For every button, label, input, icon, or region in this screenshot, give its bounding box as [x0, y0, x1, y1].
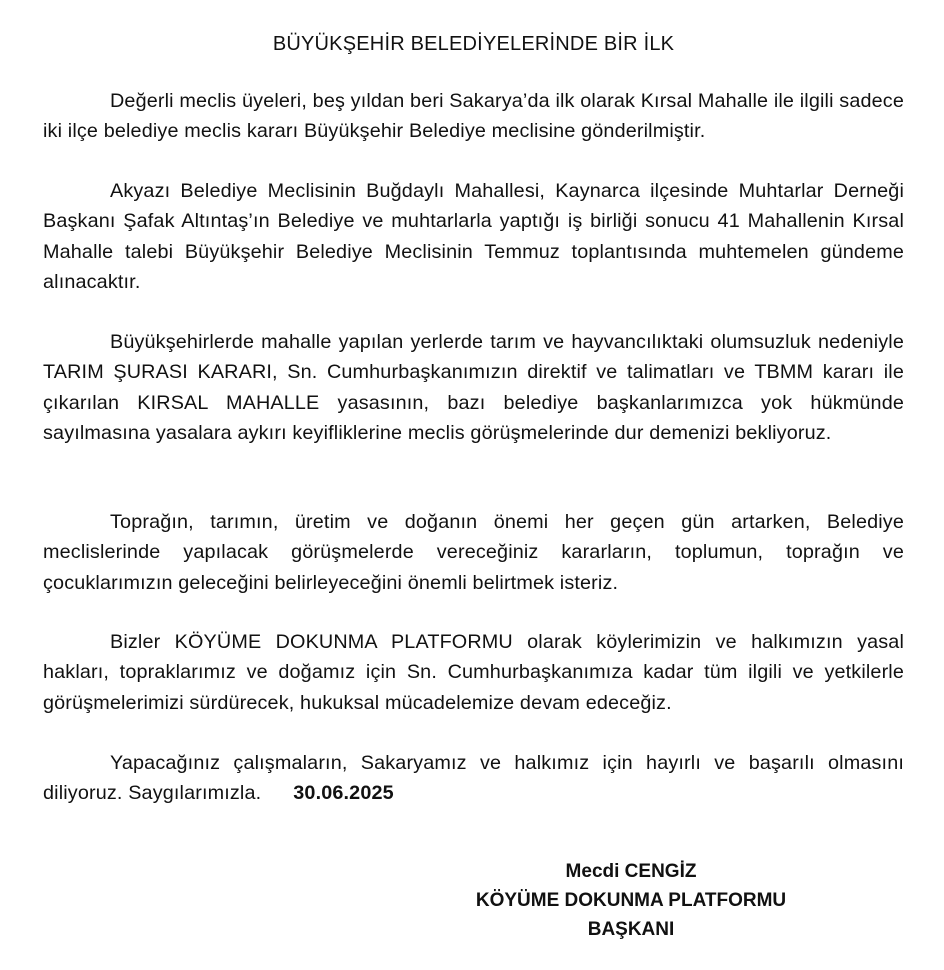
signatory-name: Mecdi CENGİZ — [565, 861, 697, 882]
paragraph-3: Büyükşehirlerde mahalle yapılan yerlerde tarım ve hayvancılıktaki olumsuzluk nedeniyle TARIM ŞURASI KARARI, Sn. Cumhurbaşkanımızın direktif ve talimatları ve TBMM kararı ile çıkarılan KIRSAL MAHALLE yasasının, bazı belediye başkanlarımızca yok hükmünde sayılmasına yasalara aykırı keyifliklerine meclis görüşmelerinde dur demenizi bekliyoruz. — [43, 331, 904, 445]
paragraph-5: Bizler KÖYÜME DOKUNMA PLATFORMU olarak köylerimizin ve halkımızın yasal hakları, topraklarımız ve doğamız için Sn. Cumhurbaşkanımıza kadar tüm ilgili ve yetkilerle görüşmelerimizi sürdürecek, hukuksal mücadelemize devam edeceğiz. — [43, 631, 904, 714]
closing-text: Yapacağınız çalışmaların, Sakaryamız ve halkımız için hayırlı ve başarılı olmasını diliyoruz. Saygılarımızla. — [43, 752, 904, 805]
paragraph-1: Değerli meclis üyeleri, beş yıldan beri Sakarya’da ilk olarak Kırsal Mahalle ile ilgili sadece iki ilçe belediye meclis kararı Büyükşehir Belediye meclisine gönderilmiştir. — [43, 90, 904, 143]
signature-block — [446, 857, 816, 944]
document-date: 30.06.2025 — [293, 782, 394, 805]
letter-page — [43, 0, 904, 970]
paragraph-6-closing — [43, 748, 904, 809]
paragraph-4: Toprağın, tarımın, üretim ve doğanın önemi her geçen gün artarken, Belediye meclislerinde yapılacak görüşmelerde vereceğiniz kararların, toplumun, toprağın ve çocuklarımızın geleceğini belirleyeceğini önemli belirtmek isteriz. — [43, 511, 904, 594]
paragraph-2: Akyazı Belediye Meclisinin Buğdaylı Mahallesi, Kaynarca ilçesinde Muhtarlar Derneği Başkanı Şafak Altıntaş’ın Belediye ve muhtarlarla yaptığı iş birliği sonucu 41 Mahallenin Kırsal Mahalle talebi Büyükşehir Belediye Meclisinin Temmuz toplantısında muhtemelen gündeme alınacaktır. — [43, 180, 904, 294]
signatory-organization: KÖYÜME DOKUNMA PLATFORMU — [475, 890, 787, 911]
document-title: BÜYÜKŞEHİR BELEDİYELERİNDE BİR İLK — [272, 33, 675, 55]
signatory-role: BAŞKANI — [587, 919, 675, 940]
